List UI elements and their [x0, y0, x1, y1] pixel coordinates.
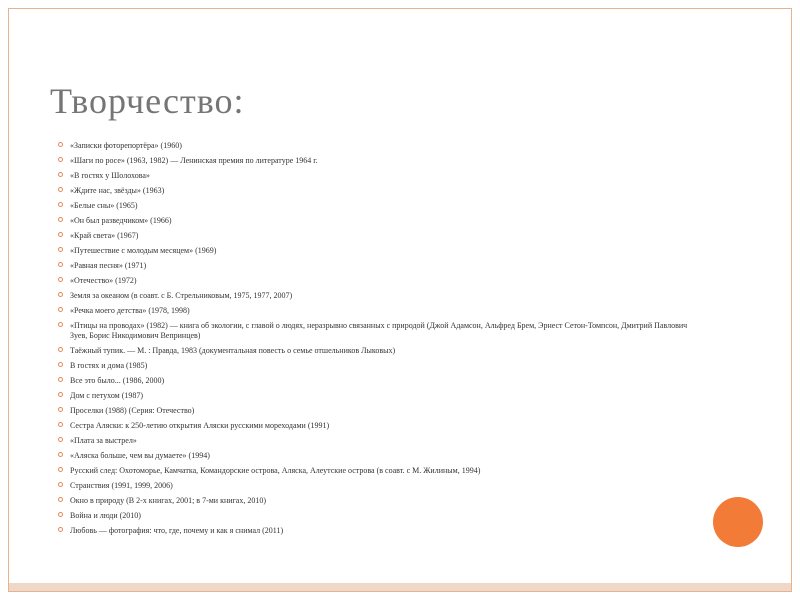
- bullet-item: [58, 141, 698, 151]
- bullet-marker-icon: [58, 422, 63, 427]
- bullet-text: «Край света» (1967): [70, 231, 139, 240]
- bullet-item: [58, 291, 698, 301]
- bullet-text: Русский след: Охотоморье, Камчатка, Командорские острова, Аляска, Алеутские острова (в соавт. с М. Жилиным, 1994): [70, 466, 481, 475]
- bullet-text: «Путешествие с молодым месяцем» (1969): [70, 246, 217, 255]
- bullet-item: [58, 421, 698, 431]
- bullet-text: Проселки (1988) (Серия: Отечество): [70, 406, 195, 415]
- decorative-orange-circle: [713, 497, 763, 547]
- bullet-text: «Речка моего детства» (1978, 1998): [70, 306, 190, 315]
- bullet-text: «Отечество» (1972): [70, 276, 137, 285]
- bullet-text: Все это было... (1986, 2000): [70, 376, 165, 385]
- bullet-item: [58, 466, 698, 476]
- bullet-item: [58, 321, 698, 341]
- bullet-marker-icon: [58, 142, 63, 147]
- bullet-marker-icon: [58, 172, 63, 177]
- bullet-text: Любовь — фотография: что, где, почему и как я снимал (2011): [70, 526, 284, 535]
- bullet-text: «Белые сны» (1965): [70, 201, 138, 210]
- bullet-marker-icon: [58, 362, 63, 367]
- bullet-item: [58, 246, 698, 256]
- bullet-text: «Шаги по росе» (1963, 1982) — Ленинская премия по литературе 1964 г.: [70, 156, 318, 165]
- bullet-text: «Записки фоторепортёра» (1960): [70, 141, 182, 150]
- slide-frame-top: [8, 8, 792, 9]
- bullet-text: Таёжный тупик. — М. : Правда, 1983 (документальная повесть о семье отшельников Лыковых): [70, 346, 396, 355]
- slide-bottom-band: [9, 583, 791, 591]
- bullet-text: Окно в природу (В 2-х книгах, 2001; в 7-ми книгах, 2010): [70, 496, 267, 505]
- bullet-marker-icon: [58, 157, 63, 162]
- bullet-text: Земля за океаном (в соавт. с Б. Стрельниковым, 1975, 1977, 2007): [70, 291, 293, 300]
- bullet-marker-icon: [58, 307, 63, 312]
- bullet-text: «Равная песня» (1971): [70, 261, 147, 270]
- bullet-text: В гостях и дома (1985): [70, 361, 148, 370]
- bullet-item: [58, 526, 698, 536]
- bullet-item: [58, 511, 698, 521]
- slide-frame-left: [8, 8, 9, 592]
- slide-frame-bottom: [8, 591, 792, 592]
- bullet-list: [58, 141, 698, 541]
- bullet-text: Странствия (1991, 1999, 2006): [70, 481, 173, 490]
- bullet-item: [58, 261, 698, 271]
- bullet-item: [58, 346, 698, 356]
- bullet-marker-icon: [58, 437, 63, 442]
- bullet-text: Сестра Аляски: к 250-летию открытия Аляски русскими мореходами (1991): [70, 421, 330, 430]
- bullet-text: «Аляска больше, чем вы думаете» (1994): [70, 451, 210, 460]
- bullet-item: [58, 406, 698, 416]
- bullet-marker-icon: [58, 467, 63, 472]
- bullet-marker-icon: [58, 217, 63, 222]
- bullet-item: [58, 376, 698, 386]
- bullet-item: [58, 361, 698, 371]
- bullet-item: [58, 391, 698, 401]
- bullet-marker-icon: [58, 202, 63, 207]
- slide-title: Творчество:: [50, 81, 245, 121]
- bullet-marker-icon: [58, 407, 63, 412]
- bullet-item: [58, 451, 698, 461]
- bullet-text: «Птицы на проводах» (1982) — книга об экологии, с главой о людях, неразрывно связанных с природой (Джой Адамсон, Альфред Брем, Эрнест Сетон-Томпсон, Дмитрий Павлович Зуев, Борис Никодимович Вепринцев): [70, 321, 688, 340]
- bullet-item: [58, 276, 698, 286]
- bullet-text: «Ждите нас, звёзды» (1963): [70, 186, 165, 195]
- bullet-text: «Он был разведчиком» (1966): [70, 216, 172, 225]
- bullet-item: [58, 231, 698, 241]
- bullet-text: Война и люди (2010): [70, 511, 141, 520]
- bullet-marker-icon: [58, 482, 63, 487]
- bullet-marker-icon: [58, 247, 63, 252]
- bullet-item: [58, 436, 698, 446]
- bullet-item: [58, 201, 698, 211]
- bullet-marker-icon: [58, 377, 63, 382]
- slide-frame-right: [791, 8, 792, 592]
- bullet-item: [58, 156, 698, 166]
- bullet-marker-icon: [58, 527, 63, 532]
- bullet-marker-icon: [58, 322, 63, 327]
- bullet-item: [58, 186, 698, 196]
- bullet-marker-icon: [58, 512, 63, 517]
- bullet-item: [58, 306, 698, 316]
- bullet-marker-icon: [58, 292, 63, 297]
- bullet-text: «Плата за выстрел»: [70, 436, 137, 445]
- bullet-marker-icon: [58, 347, 63, 352]
- bullet-marker-icon: [58, 497, 63, 502]
- bullet-text: «В гостях у Шолохова»: [70, 171, 150, 180]
- bullet-marker-icon: [58, 262, 63, 267]
- bullet-text: Дом с петухом (1987): [70, 391, 144, 400]
- bullet-marker-icon: [58, 187, 63, 192]
- bullet-item: [58, 216, 698, 226]
- bullet-marker-icon: [58, 392, 63, 397]
- bullet-marker-icon: [58, 452, 63, 457]
- bullet-item: [58, 171, 698, 181]
- bullet-item: [58, 481, 698, 491]
- bullet-marker-icon: [58, 232, 63, 237]
- bullet-item: [58, 496, 698, 506]
- bullet-marker-icon: [58, 277, 63, 282]
